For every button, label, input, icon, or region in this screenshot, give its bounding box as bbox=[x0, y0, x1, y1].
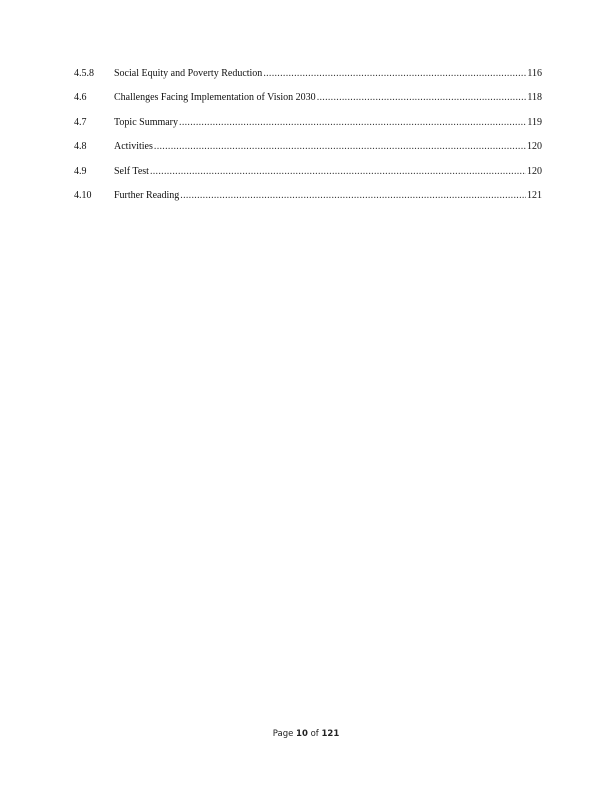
toc-entry-number: 4.10 bbox=[74, 189, 92, 201]
toc-entry[interactable] bbox=[74, 68, 542, 92]
toc-entry-number: 4.8 bbox=[74, 141, 87, 153]
toc-entry[interactable] bbox=[74, 190, 542, 214]
dot-leader bbox=[150, 166, 526, 177]
toc-entry-title: Challenges Facing Implementation of Vision 2030 bbox=[114, 92, 316, 104]
footer-prefix: Page bbox=[272, 729, 294, 739]
toc-entry-number: 4.7 bbox=[74, 116, 87, 128]
page-footer bbox=[0, 729, 612, 739]
toc-entry-page: 119 bbox=[527, 116, 542, 128]
dot-leader bbox=[263, 68, 526, 79]
toc-entry[interactable] bbox=[74, 166, 542, 190]
toc-entry[interactable] bbox=[74, 141, 542, 165]
toc-entry-title: Activities bbox=[114, 141, 153, 153]
dot-leader bbox=[180, 190, 526, 201]
footer-separator: of bbox=[310, 729, 319, 739]
toc-entry-page: 120 bbox=[527, 165, 542, 177]
total-pages: 121 bbox=[321, 729, 340, 739]
toc-entry-number: 4.5.8 bbox=[74, 68, 94, 79]
current-page-number: 10 bbox=[296, 729, 308, 739]
toc-entry-number: 4.9 bbox=[74, 165, 87, 177]
dot-leader bbox=[179, 117, 526, 128]
toc-entry-page: 120 bbox=[527, 141, 542, 153]
toc-entry-number: 4.6 bbox=[74, 92, 87, 104]
table-of-contents bbox=[74, 68, 542, 214]
toc-entry-page: 121 bbox=[527, 189, 542, 201]
toc-entry[interactable] bbox=[74, 117, 542, 141]
dot-leader bbox=[154, 141, 526, 152]
toc-entry-title: Self Test bbox=[114, 165, 149, 177]
toc-entry-title: Topic Summary bbox=[114, 116, 179, 128]
toc-entry-title: Social Equity and Poverty Reduction bbox=[114, 68, 263, 79]
toc-entry[interactable] bbox=[74, 92, 542, 116]
toc-entry-page: 116 bbox=[527, 68, 542, 79]
toc-entry-title: Further Reading bbox=[114, 189, 180, 201]
toc-entry-page: 118 bbox=[527, 92, 542, 104]
dot-leader bbox=[317, 92, 527, 103]
